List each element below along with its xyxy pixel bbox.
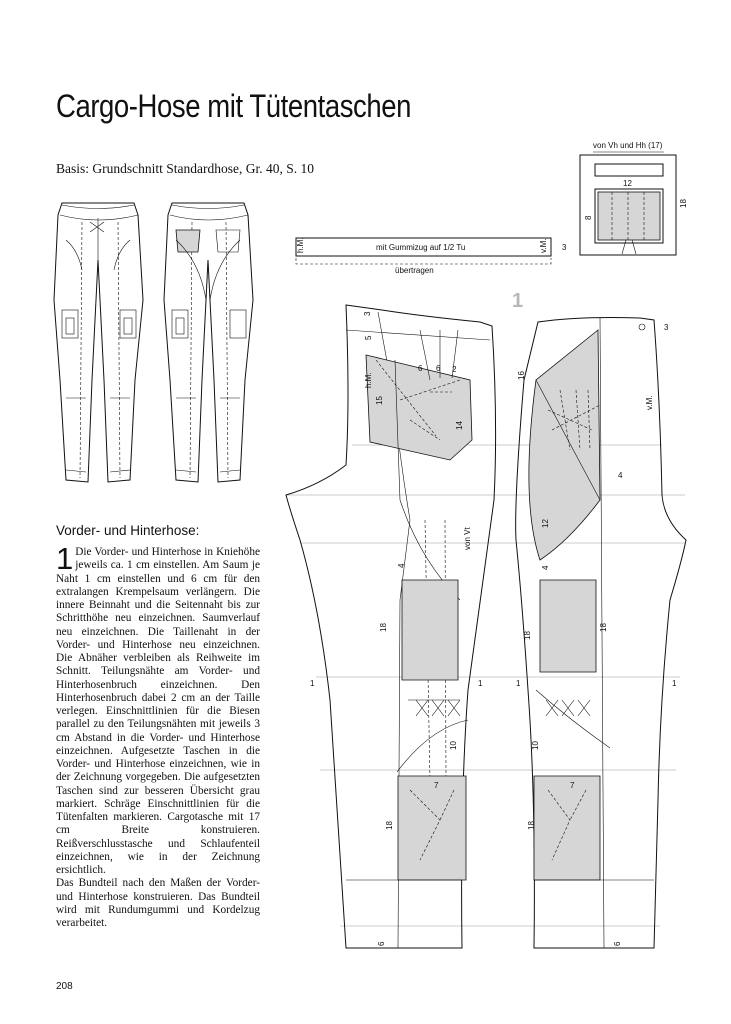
pocket-dim-18: 18 — [679, 199, 688, 208]
svg-text:von Vt: von Vt — [463, 527, 472, 550]
back-trouser-pattern — [286, 305, 496, 948]
svg-text:16: 16 — [517, 371, 526, 380]
svg-text:2: 2 — [452, 365, 457, 374]
svg-text:1: 1 — [516, 679, 521, 688]
step-label-1: 1 — [512, 290, 524, 312]
svg-text:6: 6 — [613, 941, 622, 946]
svg-text:14: 14 — [455, 421, 464, 430]
waistband-note: mit Gummizug auf 1/2 Tu — [376, 243, 466, 252]
svg-text:6: 6 — [418, 364, 423, 373]
svg-text:1: 1 — [310, 679, 315, 688]
page-number: 208 — [56, 981, 73, 992]
front-trouser-pattern — [516, 318, 686, 949]
waistband-transfer: übertragen — [395, 266, 434, 275]
svg-text:18: 18 — [385, 821, 394, 830]
svg-text:4: 4 — [397, 563, 406, 568]
svg-text:3: 3 — [664, 323, 669, 332]
svg-text:18: 18 — [527, 821, 536, 830]
svg-text:7: 7 — [434, 781, 439, 790]
svg-text:7: 7 — [570, 781, 575, 790]
svg-text:10: 10 — [531, 741, 540, 750]
section-heading: Vorder- und Hinterhose: — [56, 523, 200, 538]
pocket-detail — [580, 141, 688, 255]
svg-text:6: 6 — [377, 941, 386, 946]
svg-text:3: 3 — [363, 311, 372, 316]
page-title: Cargo-Hose mit Tütentaschen — [56, 88, 411, 124]
waistband-piece — [296, 237, 567, 275]
svg-text:h.M.: h.M. — [364, 372, 373, 388]
back-trouser-sketch — [164, 203, 253, 482]
svg-text:15: 15 — [375, 396, 384, 405]
pocket-detail-note: von Vh und Hh (17) — [593, 141, 663, 150]
svg-text:18: 18 — [523, 631, 532, 640]
svg-text:4: 4 — [541, 565, 550, 570]
waistband-width: 3 — [562, 243, 567, 252]
svg-text:1: 1 — [672, 679, 677, 688]
svg-text:12: 12 — [541, 519, 550, 528]
svg-text:5: 5 — [364, 335, 373, 340]
svg-text:4: 4 — [618, 471, 623, 480]
step-dropcap: 1 — [56, 541, 74, 576]
instructions-paragraph-2: Das Bundteil nach den Maßen der Vorder- und Hinterhose konstruieren. Das Bundteil wird mit Rundumgummi und Kordelzug verarbeitet. — [56, 877, 260, 929]
instructions-paragraph-1: Die Vorder- und Hinterhose in Kniehöhe jeweils ca. 1 cm einstellen. Am Saum je Naht 1 cm einstellen und 6 cm für den extralangen Krempelsaum verlängern. Die innere Beinnaht und die Seitennaht bis zur Schritthöhe neu einzeichnen. Saumverlauf neu einzeichnen. Die Taillenaht in der Vorder- und Hinterhose neu einzeichnen. Die Abnäher verbleiben als Reihweite im Schnitt. Teilungsnähte am Vorder- und Hinterhosenbruch einzeichnen. Den Hinterhosenbruch dabei 2 cm an der Taille verlegen. Einschnittlinien für die Biesen parallel zu den Teilungsnähten mit jeweils 3 cm Abstand in die Vorder- und Hinterhose einzeichnen. Aufgesetzte Taschen in die Vorder- und Hinterhose einzeichnen, wie in der Zeichnung vorgegeben. Die aufgesetzten Taschen sind zur besseren Übersicht grau markiert. Schräge Einschnittlinien für die Tütenfalten markieren. Cargotasche mit 17 cm Breite konstruieren. Reißverschlusstasche und Schlaufenteil einzeichnen, wie in der Zeichnung ersichtlich. — [56, 546, 260, 876]
svg-text:10: 10 — [449, 741, 458, 750]
svg-text:v.M.: v.M. — [645, 395, 654, 410]
svg-text:1: 1 — [478, 679, 483, 688]
svg-text:18: 18 — [599, 623, 608, 632]
front-trouser-sketch — [54, 203, 143, 482]
basis-subtitle: Basis: Grundschnitt Standardhose, Gr. 40, S. 10 — [56, 161, 314, 176]
waistband-right-mark: v.M. — [539, 238, 548, 253]
construction-lines — [286, 445, 685, 926]
pocket-dim-12: 12 — [623, 179, 632, 188]
svg-text:6: 6 — [436, 364, 441, 373]
svg-text:18: 18 — [379, 623, 388, 632]
pocket-dim-8: 8 — [584, 215, 593, 220]
waistband-left-mark: h.M. — [296, 237, 305, 253]
